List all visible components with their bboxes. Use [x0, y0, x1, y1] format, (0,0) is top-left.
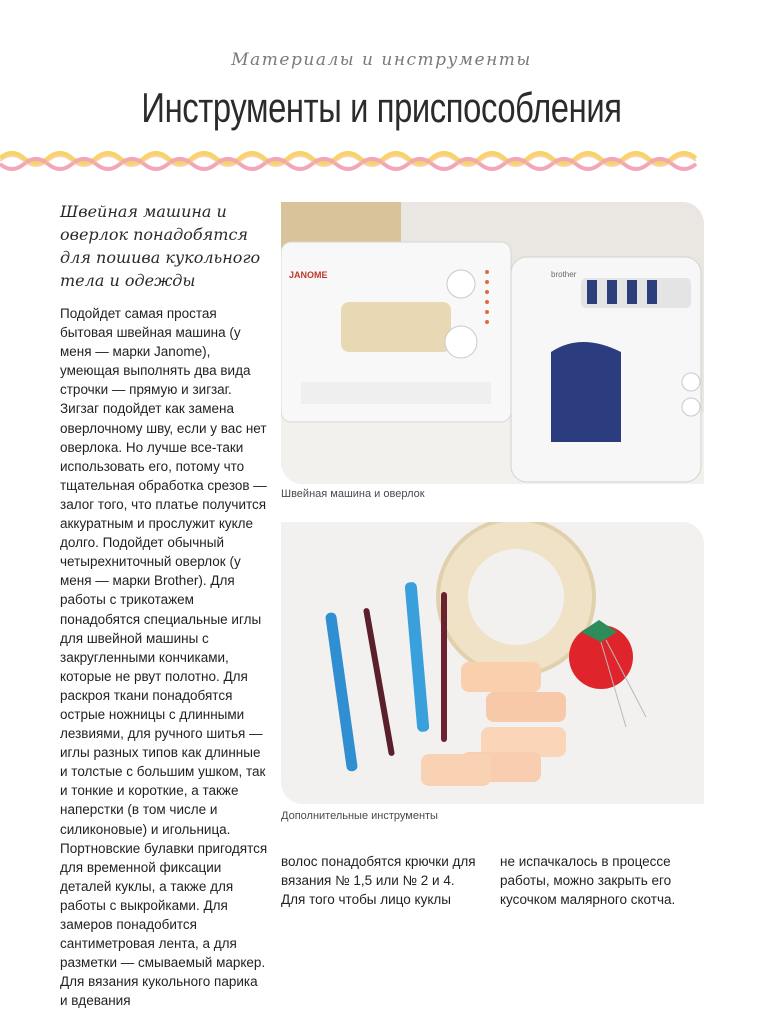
lead-paragraph: Швейная машина и оверлок понадобятся для пошива кукольного тела и одежды — [60, 202, 261, 290]
continuation-middle-column — [281, 852, 481, 909]
page-title: Инструменты и приспособления — [141, 84, 622, 131]
brother-brand-label: brother — [551, 270, 577, 279]
photo1-caption: Швейная машина и оверлок — [281, 488, 425, 500]
photo-additional-tools — [281, 522, 704, 804]
janome-brand-label: JANOME — [289, 270, 328, 280]
continuation-right-text: не испачкалось в процессе работы, можно закрыть его кусочком малярного скотча. — [500, 854, 676, 908]
continuation-right-column — [500, 852, 704, 909]
continuation-middle-text: волос понадобятся крючки для вязания № 1,5 или № 2 и 4. Для того чтобы лицо куклы — [281, 854, 476, 908]
section-kicker: Материалы и инструменты — [231, 50, 532, 70]
body-paragraph: Подойдет самая простая бытовая швейная машина (у меня — марки Janome), умеющая выполнять два вида строчки — прямую и зигзаг. Зигзаг подойдет как замена оверлочному шву, если у вас нет оверлока. Но лучше все-таки использовать его, потому что тщательная обработка срезов — залог того, что платье получится аккуратным и прослужит кукле долго. Подойдет обычный четырехниточный оверлок (у меня — марки Brother). Для работы с трикотажем понадобятся специальные иглы для швейной машины с закругленными кончиками, которые не рвут полотно. Для раскроя ткани понадобятся острые ножницы с длинными лезвиями, для ручного шитья — иглы разных типов как длинные и толстые с большим ушком, так и тонкие и короткие, а также наперстки (в том числе и силиконовые) и игольница. Портновские булавки пригодятся для временной фиксации деталей куклы, а также для работы с выкройками. Для замеров понадобится сантиметровая лента, а для разметки — смываемый маркер. Для вязания кукольного парика и вдевания — [60, 306, 268, 1009]
decorative-wave-divider — [0, 146, 763, 180]
photo2-caption: Дополнительные инструменты — [281, 810, 438, 822]
left-text-column — [60, 200, 268, 1010]
crochet-hook-2 — [441, 592, 447, 742]
photo-sewing-machine-overlock — [281, 202, 704, 484]
